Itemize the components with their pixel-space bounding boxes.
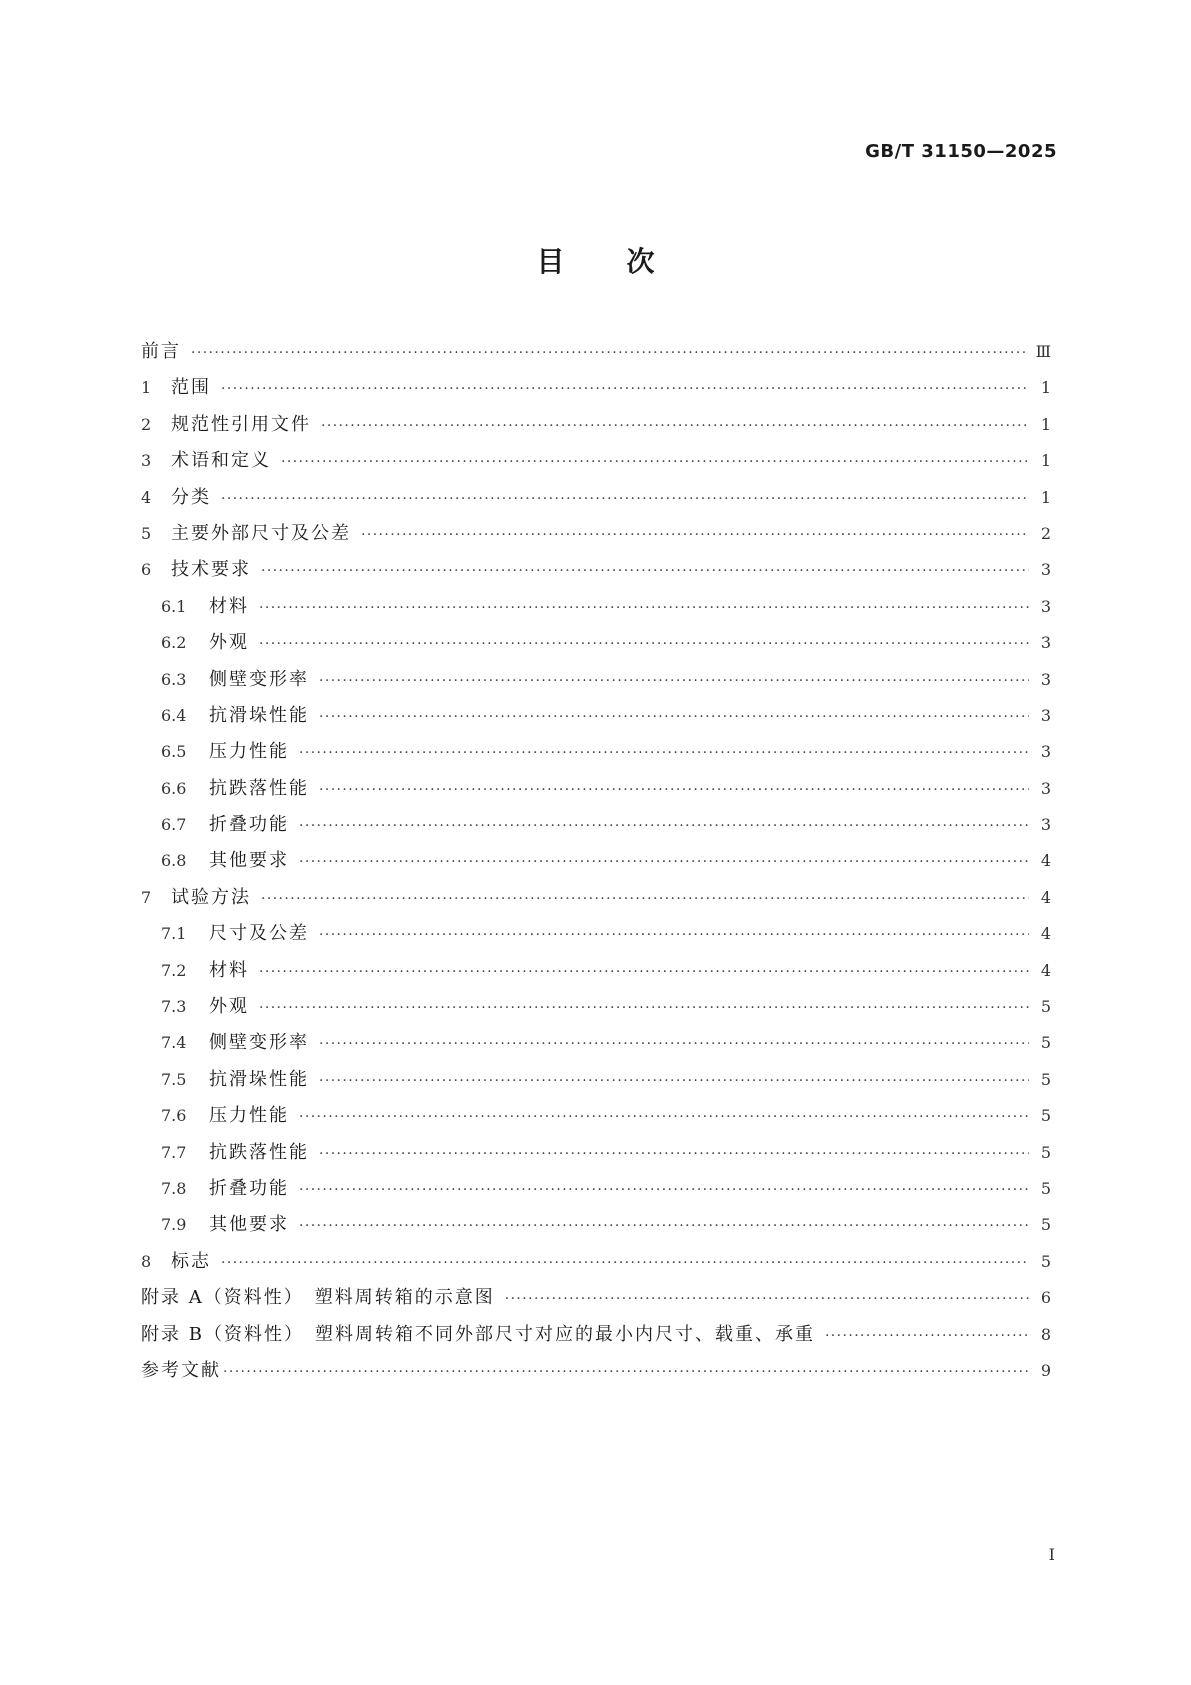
- toc-entry-label: 折叠功能: [209, 1177, 289, 1199]
- toc-entry-5[interactable]: [141, 519, 1051, 555]
- toc-entry-label: 附录 B（资料性） 塑料周转箱不同外部尺寸对应的最小内尺寸、载重、承重: [141, 1323, 815, 1345]
- toc-entry-page: 1: [1040, 414, 1051, 434]
- toc-entry-label: 规范性引用文件: [171, 413, 311, 435]
- dot-leader: [281, 454, 1029, 470]
- toc-entry-1[interactable]: [141, 373, 1051, 409]
- toc-entry-page: 3: [1040, 815, 1051, 835]
- dot-leader: [505, 1291, 1029, 1307]
- toc-entry-label: 术语和定义: [171, 450, 271, 472]
- toc-entry-7-7[interactable]: [141, 1138, 1051, 1174]
- toc-entry-page: 3: [1040, 778, 1051, 798]
- toc-entry-page: 5: [1040, 1106, 1051, 1126]
- toc-entry-label: 抗跌落性能: [209, 777, 309, 799]
- toc-entry-label: 试验方法: [171, 886, 251, 908]
- toc-entry-7-6[interactable]: [141, 1101, 1051, 1137]
- toc-entry-6-1[interactable]: [141, 592, 1051, 628]
- toc-entry-page: 3: [1040, 742, 1051, 762]
- toc-entry-page: 4: [1040, 924, 1051, 944]
- toc-entry-page: 5: [1040, 997, 1051, 1017]
- page-title: 目次: [536, 245, 717, 278]
- toc-entry-7-1[interactable]: [141, 919, 1051, 955]
- toc-entry-label: 抗滑垛性能: [209, 1068, 309, 1090]
- toc-entry-number: 2: [141, 414, 152, 434]
- toc-entry-page: Ⅲ: [1035, 342, 1051, 361]
- toc-entry-number: 7.6: [161, 1106, 187, 1126]
- toc-entry-7[interactable]: [141, 883, 1051, 919]
- toc-entry-7-5[interactable]: [141, 1065, 1051, 1101]
- toc-entry-label: 主要外部尺寸及公差: [171, 522, 351, 544]
- toc-entry-number: 7.5: [161, 1069, 187, 1089]
- toc-entry-number: 7.7: [161, 1142, 187, 1162]
- dot-leader: [299, 854, 1029, 870]
- dot-leader: [319, 927, 1029, 943]
- toc-entry-6-7[interactable]: [141, 810, 1051, 846]
- toc-entry-label: 外观: [209, 996, 249, 1018]
- toc-entry-6-8[interactable]: [141, 846, 1051, 882]
- toc-entry-6-6[interactable]: [141, 774, 1051, 810]
- toc-entry-page: 5: [1040, 1142, 1051, 1162]
- toc-entry-page: 3: [1040, 596, 1051, 616]
- dot-leader: [319, 1036, 1029, 1052]
- toc-entry-6-5[interactable]: [141, 737, 1051, 773]
- toc-entry-7-2[interactable]: [141, 956, 1051, 992]
- toc-entry-page: 4: [1040, 887, 1051, 907]
- toc-entry-6-4[interactable]: [141, 701, 1051, 737]
- toc-entry-number: 3: [141, 451, 152, 471]
- toc-entry-number: 6.5: [161, 742, 187, 762]
- toc-entry-8[interactable]: [141, 1247, 1051, 1283]
- toc-entry-label: 外观: [209, 632, 249, 654]
- dot-leader: [261, 563, 1029, 579]
- toc-entry-page: 3: [1040, 669, 1051, 689]
- toc-entry-label: 压力性能: [209, 741, 289, 763]
- table-of-contents: [141, 337, 1051, 1392]
- dot-leader: [299, 1109, 1029, 1125]
- toc-entry-page: 1: [1040, 487, 1051, 507]
- toc-entry-label: 范围: [171, 377, 211, 399]
- toc-entry-page: 1: [1040, 451, 1051, 471]
- toc-entry-label: 压力性能: [209, 1105, 289, 1127]
- toc-entry-page: 1: [1040, 378, 1051, 398]
- toc-entry-page: 5: [1040, 1069, 1051, 1089]
- toc-entry-2[interactable]: [141, 410, 1051, 446]
- toc-entry-page: 8: [1040, 1324, 1051, 1344]
- toc-entry-6-3[interactable]: [141, 665, 1051, 701]
- dot-leader: [319, 1146, 1029, 1162]
- toc-entry-label: 折叠功能: [209, 814, 289, 836]
- toc-entry-page: 4: [1040, 851, 1051, 871]
- toc-entry-label: 分类: [171, 486, 211, 508]
- toc-entry-number: 7: [141, 887, 152, 907]
- dot-leader: [299, 1218, 1029, 1234]
- toc-entry-label: 其他要求: [209, 1214, 289, 1236]
- toc-entry-page: 2: [1040, 523, 1051, 543]
- dot-leader: [221, 381, 1029, 397]
- toc-entry-appendix-a[interactable]: [141, 1283, 1051, 1319]
- toc-entry-7-3[interactable]: [141, 992, 1051, 1028]
- toc-entry-references[interactable]: [141, 1356, 1051, 1392]
- toc-entry-number: 7.2: [161, 960, 187, 980]
- toc-entry-3[interactable]: [141, 446, 1051, 482]
- toc-entry-number: 6.1: [161, 596, 187, 616]
- toc-entry-number: 6.6: [161, 778, 187, 798]
- dot-leader: [221, 1255, 1029, 1271]
- dot-leader: [361, 527, 1029, 543]
- toc-entry-label: 参考文献: [141, 1359, 221, 1381]
- dot-leader: [261, 891, 1029, 907]
- toc-entry-page: 3: [1040, 560, 1051, 580]
- toc-entry-number: 6.8: [161, 851, 187, 871]
- toc-entry-number: 4: [141, 487, 152, 507]
- dot-leader: [191, 345, 1029, 361]
- toc-entry-number: 5: [141, 523, 152, 543]
- toc-entry-number: 7.3: [161, 997, 187, 1017]
- dot-leader: [259, 636, 1029, 652]
- toc-entry-page: 5: [1040, 1251, 1051, 1271]
- dot-leader: [259, 600, 1029, 616]
- dot-leader: [299, 818, 1029, 834]
- toc-entry-label: 标志: [171, 1250, 211, 1272]
- toc-entry-4[interactable]: [141, 483, 1051, 519]
- toc-entry-label: 抗滑垛性能: [209, 704, 309, 726]
- toc-entry-label: 侧壁变形率: [209, 668, 309, 690]
- toc-entry-page: 6: [1040, 1288, 1051, 1308]
- toc-entry-number: 6.2: [161, 633, 187, 653]
- standard-code: GB/T 31150—2025: [865, 141, 1057, 162]
- toc-entry-label: 技术要求: [171, 559, 251, 581]
- toc-entry-label: 尺寸及公差: [209, 923, 309, 945]
- toc-entry-number: 7.1: [161, 924, 187, 944]
- toc-entry-6[interactable]: [141, 555, 1051, 591]
- toc-entry-label: 其他要求: [209, 850, 289, 872]
- toc-entry-7-8[interactable]: [141, 1174, 1051, 1210]
- page-number: I: [1048, 1545, 1055, 1564]
- toc-entry-7-9[interactable]: [141, 1210, 1051, 1246]
- toc-entry-number: 7.8: [161, 1178, 187, 1198]
- dot-leader: [825, 1328, 1029, 1344]
- toc-entry-number: 7.9: [161, 1215, 187, 1235]
- toc-entry-6-2[interactable]: [141, 628, 1051, 664]
- toc-entry-page: 3: [1040, 705, 1051, 725]
- dot-leader: [259, 1000, 1029, 1016]
- toc-entry-number: 6.3: [161, 669, 187, 689]
- dot-leader: [223, 1364, 1029, 1380]
- toc-entry-label: 材料: [209, 595, 249, 617]
- toc-entry-page: 9: [1040, 1360, 1051, 1380]
- dot-leader: [221, 491, 1029, 507]
- toc-entry-label: 前言: [141, 341, 181, 362]
- dot-leader: [319, 709, 1029, 725]
- toc-entry-7-4[interactable]: [141, 1028, 1051, 1064]
- toc-entry-label: 抗跌落性能: [209, 1141, 309, 1163]
- toc-entry-foreword[interactable]: [141, 337, 1051, 373]
- toc-entry-appendix-b[interactable]: [141, 1320, 1051, 1356]
- dot-leader: [321, 418, 1029, 434]
- toc-entry-number: 6.7: [161, 815, 187, 835]
- dot-leader: [319, 1073, 1029, 1089]
- toc-entry-number: 1: [141, 378, 152, 398]
- toc-entry-page: 4: [1040, 960, 1051, 980]
- dot-leader: [299, 1182, 1029, 1198]
- toc-entry-page: 5: [1040, 1033, 1051, 1053]
- toc-entry-number: 6: [141, 560, 152, 580]
- toc-entry-label: 侧壁变形率: [209, 1032, 309, 1054]
- toc-entry-number: 7.4: [161, 1033, 187, 1053]
- dot-leader: [299, 745, 1029, 761]
- toc-entry-number: 6.4: [161, 705, 187, 725]
- toc-entry-label: 附录 A（资料性） 塑料周转箱的示意图: [141, 1287, 495, 1309]
- toc-entry-number: 8: [141, 1251, 152, 1271]
- toc-entry-label: 材料: [209, 959, 249, 981]
- toc-entry-page: 3: [1040, 633, 1051, 653]
- dot-leader: [319, 782, 1029, 798]
- dot-leader: [259, 964, 1029, 980]
- toc-entry-page: 5: [1040, 1178, 1051, 1198]
- dot-leader: [319, 673, 1029, 689]
- toc-entry-page: 5: [1040, 1215, 1051, 1235]
